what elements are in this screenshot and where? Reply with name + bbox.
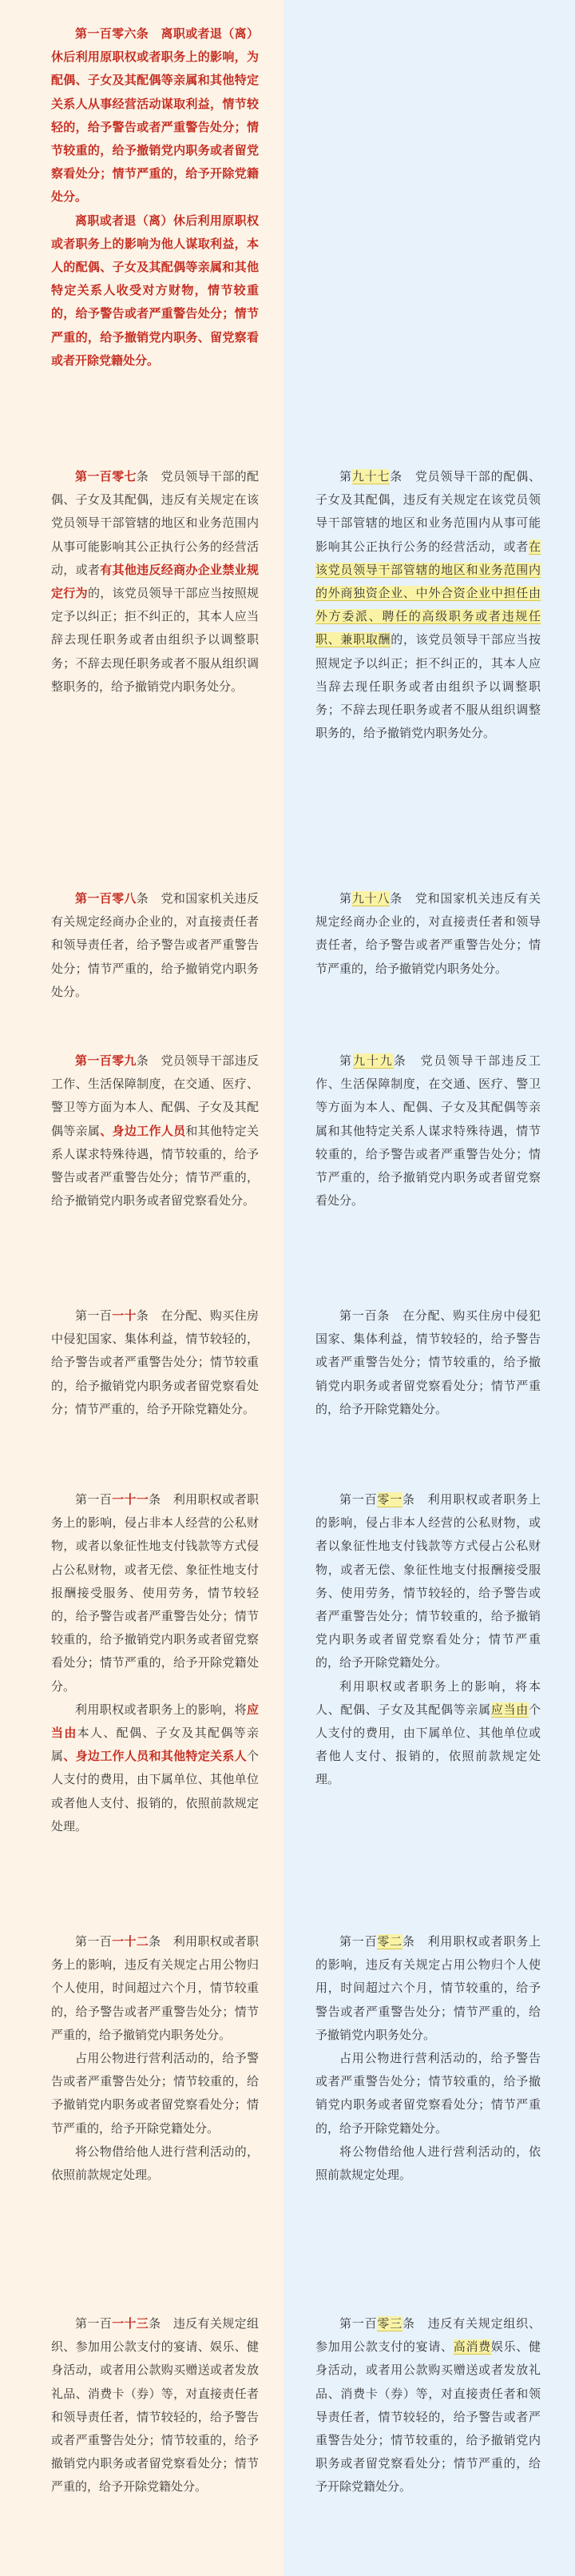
- article-101-number-prefix: 第一百: [339, 1492, 378, 1507]
- article-110-number-emphasis: 一十: [112, 1308, 137, 1323]
- article-98-number-prefix: 第: [339, 891, 352, 906]
- article-100: [315, 1304, 541, 1421]
- article-113: [51, 2312, 259, 2499]
- article-102-paragraph-2: 占用公物进行营利活动的，给予警告或者严重警告处分；情节较重的，给予撤销党内职务或者留党察看处分；情节严重的，给予开除党籍处分。: [315, 2051, 541, 2136]
- article-101-text-2c-highlight: 由: [516, 1702, 529, 1717]
- article-99-text: 条 党员领导干部违反工作、生活保障制度，在交通、医疗、警卫等方面为本人、配偶、子女及其配偶等亲属和其他特定关系人谋求特殊待遇，情节较重的，给予警告或者严重警告处分；情节严重的，给予撤销党内职务或者留党察看处分。: [315, 1053, 541, 1208]
- article-107-text-c: 的，该党员领导干部应当按照规定予以纠正；拒不纠正的，其本人应当辞去现任职务或者由组织予以调整职务；不辞去现任职务或者不服从组织调整职务的，给予撤销党内职务处分。: [51, 586, 259, 694]
- article-101-text-2b-highlight: 应当: [490, 1702, 517, 1717]
- article-112-paragraph-2: 占用公物进行营利活动的，给予警告或者严重警告处分；情节较重的，给予撤销党内职务或者留党察看处分；情节严重的，给予开除党籍处分。: [51, 2051, 259, 2136]
- article-106-paragraph-2: 离职或者退（离）休后利用原职权或者职务上的影响为他人谋取利益，本人的配偶、子女及其配偶等亲属和其他特定关系人收受对方财物，情节较重的，给予警告或者严重警告处分；情节严重的，给予撤销党内职务、留党察看或者开除党籍处分。: [51, 213, 259, 368]
- article-97-number-highlight: 九十七: [351, 469, 391, 484]
- article-112-paragraph-3: 将公物借给他人进行营利活动的，依照前款规定处理。: [51, 2144, 259, 2183]
- article-111-text-2a: 利用职权或者职务上的影响，将: [75, 1702, 247, 1717]
- article-101-text-1: 条 利用职权或者职务上的影响，侵占非本人经营的公私财物，或者以象征性地支付钱款等方式侵占公私财物，或者无偿、象征性地支付报酬接受服务、使用劳务，情节较轻的，给予警告或者严重警告处分；情节较重的，给予撤销党内职务或者留党察看处分；情节严重的，给予开除党籍处分。: [315, 1492, 541, 1670]
- article-103-text-c: 娱乐、健身活动，或者用公款购买赠送或者发放礼品、消费卡（券）等，对直接责任者和领导责任者，情节较轻的，给予警告或者严重警告处分；情节较重的，给予撤销党内职务或者留党察看处分；情节严重的，给予开除党籍处分。: [315, 2339, 541, 2494]
- article-107: [51, 465, 259, 699]
- article-97-number-prefix: 第: [339, 469, 352, 484]
- article-113-number-prefix: 第一百: [75, 2316, 113, 2331]
- article-108: [51, 887, 259, 1004]
- article-102-text-1: 条 利用职权或者职务上的影响，违反有关规定占用公物归个人使用，时间超过六个月，情节较重的，给予警告或者严重警告处分；情节严重的，给予撤销党内职务处分。: [315, 1934, 541, 2042]
- article-107-number: 第一百零七: [75, 469, 137, 484]
- article-106: [51, 22, 259, 372]
- article-111-text-1: 条 利用职权或者职务上的影响，侵占非本人经营的公私财物，或者以象征性地支付钱款等方式侵占公私财物，或者无偿、象征性地支付报酬接受服务、使用劳务，情节较轻的，给予警告或者严重警告处分；情节较重的，给予撤销党内职务或者留党察看处分；情节严重的，给予开除党籍处分。: [51, 1492, 259, 1694]
- article-98-text: 条 党和国家机关违反有关规定经商办企业的，对直接责任者和领导责任者，给予警告或者严重警告处分；情节严重的，给予撤销党内职务处分。: [315, 891, 541, 976]
- article-103-text-a: 条 违反有关规定组织、参加用公款支付的宴请、: [315, 2316, 541, 2355]
- article-113-text: 条 违反有关规定组织、参加用公款支付的宴请、娱乐、健身活动，或者用公款购买赠送或者发放礼品、消费卡（券）等，对直接责任者和领导责任者，情节较轻的，给予警告或者严重警告处分；情节较重的，给予撤销党内职务或者留党察看处分；情节严重的，给予开除党籍处分。: [51, 2316, 259, 2494]
- article-111-paragraph-2: [51, 1698, 259, 1838]
- article-110-text: 条 在分配、购买住房中侵犯国家、集体利益，情节较轻的，给予警告或者严重警告处分；情节较重的，给予撤销党内职务或者留党察看处分；情节严重的，给予开除党籍处分。: [51, 1308, 259, 1416]
- right-column-old-text: [284, 0, 575, 2576]
- left-column-new-text: [0, 0, 284, 2576]
- article-101-text-2d: 个人支付的费用，由下属单位、其他单位或者他人支付、报销的，依照前款规定处理。: [315, 1702, 541, 1787]
- article-109-text-c: 和其他特定关系人谋求特殊待遇，情节较重的，给予警告或者严重警告处分；情节严重的，给予撤销党内职务或者留党察看处分。: [51, 1123, 259, 1208]
- article-112: [51, 1930, 259, 2187]
- article-108-text: 条 党和国家机关违反有关规定经商办企业的，对直接责任者和领导责任者，给予警告或者严重警告处分；情节严重的，给予撤销党内职务处分。: [51, 891, 259, 999]
- article-111-text-2e: 个人支付的费用，由下属单位、其他单位或者他人支付、报销的，依照前款规定处理。: [51, 1749, 259, 1833]
- article-107-paragraph: [51, 465, 259, 699]
- article-97-text-a: 条 党员领导干部的配偶、子女及其配偶，违反有关规定在该党员领导干部管辖的地区和业务范围内从事可能影响其公正执行公务的经营活动，或者: [315, 469, 541, 554]
- article-103-number-prefix: 第一百: [339, 2316, 378, 2331]
- article-112-text-1: 条 利用职权或者职务上的影响，违反有关规定占用公物归个人使用，时间超过六个月，情节较重的，给予警告或者严重警告处分；情节严重的，给予撤销党内职务处分。: [51, 1934, 259, 2042]
- article-108-number: 第一百零八: [75, 891, 137, 906]
- article-99: [315, 1049, 541, 1212]
- article-109-paragraph: [51, 1049, 259, 1212]
- article-111-number-prefix: 第一百: [75, 1492, 113, 1507]
- article-109-text-a: 条 党员领导干部违反工作、生活保障制度，在交通、医疗、警卫等方面为本人、配偶、子女及其配偶等亲属: [51, 1053, 259, 1138]
- article-109-text-emphasis: 、身边工作人员: [100, 1123, 186, 1138]
- article-97-paragraph: [315, 465, 541, 745]
- article-111-number-emphasis: 一十一: [112, 1492, 149, 1507]
- article-111-text-2d: 、身边工作人员和其他特定关系人: [63, 1749, 247, 1764]
- article-109: [51, 1049, 259, 1212]
- article-110-number-prefix: 第一百: [75, 1308, 113, 1323]
- article-108-paragraph: [51, 887, 259, 1004]
- article-97-text-highlight: 在该党员领导干部管辖的地区和业务范围内的外商独资企业、中外合资企业中担任由外方委派、聘任的高级职务或者违规任职、兼职取酬: [315, 539, 541, 647]
- article-101: [315, 1488, 541, 1792]
- article-107-text-a: 条 党员领导干部的配偶、子女及其配偶，违反有关规定在该党员领导干部管辖的地区和业务范围内从事可能影响其公正执行公务的经营活动，或者: [51, 469, 259, 577]
- article-112-paragraph-1: [51, 1930, 259, 2047]
- article-98: [315, 887, 541, 981]
- article-113-paragraph: [51, 2312, 259, 2499]
- article-97-text-c: 的，该党员领导干部应当按照规定予以纠正；拒不纠正的，其本人应当辞去现任职务或者由组织予以调整职务；不辞去现任职务或者不服从组织调整职务的，给予撤销党内职务处分。: [315, 632, 541, 741]
- article-110: [51, 1304, 259, 1421]
- article-111: [51, 1488, 259, 1838]
- article-111-text-2b: 应当由: [51, 1702, 259, 1741]
- article-103-paragraph: [315, 2312, 541, 2499]
- article-113-number-emphasis: 一十三: [112, 2316, 149, 2331]
- article-110-paragraph: [51, 1304, 259, 1421]
- article-102-paragraph-3: 将公物借给他人进行营利活动的，依照前款规定处理。: [315, 2144, 541, 2183]
- article-109-number: 第一百零九: [75, 1053, 137, 1068]
- article-103: [315, 2312, 541, 2499]
- article-102-number-highlight: 零二: [377, 1934, 403, 1949]
- article-101-number-highlight: 零一: [377, 1492, 403, 1507]
- article-100-paragraph: 第一百条 在分配、购买住房中侵犯国家、集体利益，情节较轻的，给予警告或者严重警告处分；情节较重的，给予撤销党内职务或者留党察看处分；情节严重的，给予开除党籍处分。: [315, 1308, 541, 1416]
- article-112-number-prefix: 第一百: [75, 1934, 113, 1949]
- article-103-text-highlight: 高消费: [453, 2339, 491, 2355]
- article-99-number-highlight: 九十九: [352, 1053, 394, 1068]
- article-112-number-emphasis: 一十二: [112, 1934, 149, 1949]
- article-102-number-prefix: 第一百: [339, 1934, 378, 1949]
- article-101-text-2a: 利用职权或者职务上的影响，将本人、配偶、子女及其配偶等亲属: [315, 1678, 541, 1717]
- article-99-paragraph: [315, 1049, 541, 1212]
- article-102-paragraph-1: [315, 1930, 541, 2047]
- article-107-text-emphasis: 有其他违反经商办企业禁业规定行为: [51, 562, 259, 601]
- article-97: [315, 465, 541, 745]
- article-101-paragraph-1: [315, 1488, 541, 1675]
- article-111-paragraph-1: [51, 1488, 259, 1698]
- article-106-paragraph-1: 第一百零六条 离职或者退（离）休后利用原职权或者职务上的影响，为配偶、子女及其配偶等亲属和其他特定关系人从事经营活动谋取利益，情节较轻的，给予警告或者严重警告处分；情节较重的，给予撤销党内职务或者留党察看处分；情节严重的，给予开除党籍处分。: [51, 26, 259, 205]
- article-103-number-highlight: 零三: [377, 2316, 403, 2331]
- article-98-number-highlight: 九十八: [351, 891, 391, 906]
- article-101-paragraph-2: [315, 1675, 541, 1792]
- article-98-paragraph: [315, 887, 541, 981]
- article-111-text-2c: 本人、配偶、子女及其配偶等亲属: [51, 1726, 259, 1764]
- article-102: [315, 1930, 541, 2187]
- article-99-number-prefix: 第: [339, 1053, 353, 1068]
